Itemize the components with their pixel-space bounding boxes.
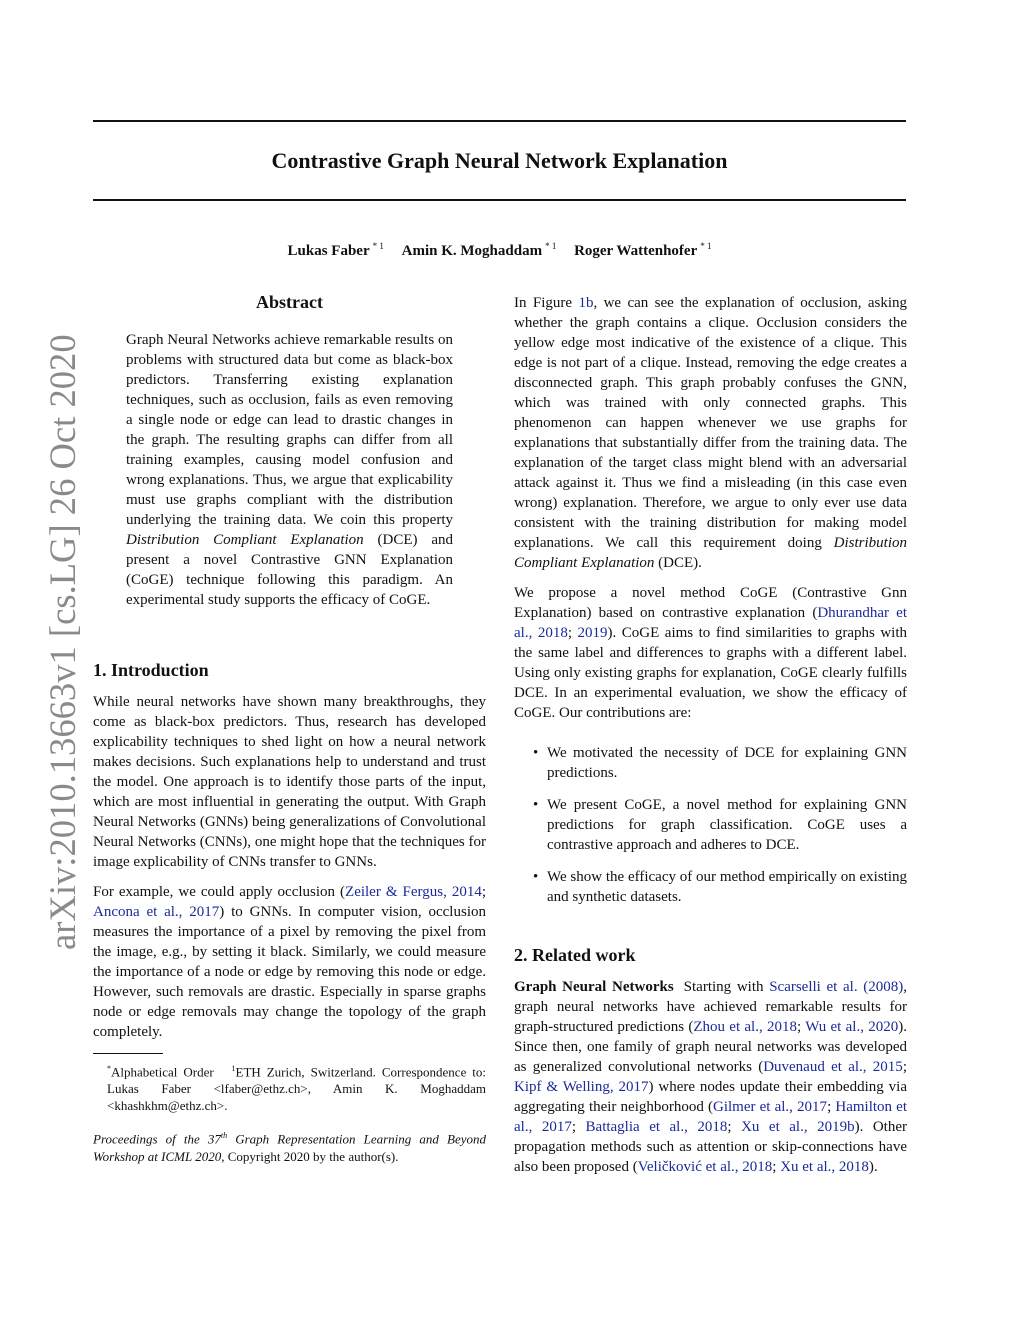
abstract-body: Graph Neural Networks achieve remarkable results on problems with structured data but come as black-box predictors. Transferring existing explanation techniques, such as occlusion, fails as even removing a single node or edge can lead to drastic changes in the graph. The resulting graphs can differ from all training examples, causing model confusion and wrong explanations. Thus, we argue that explicability must use graphs compliant with the distribution underlying the training data. We coin this property Distribution Compliant Explanation (DCE) and present a novel Contrastive GNN Explanation (CoGE) technique following this paradigm. An experimental study supports the efficacy of CoGE. <box>126 332 453 608</box>
title-bottom-rule <box>93 199 906 201</box>
author-name: Lukas Faber <box>287 243 370 259</box>
paper-title: Contrastive Graph Neural Network Explanation <box>271 148 728 173</box>
list-item: • We present CoGE, a novel method for explaining GNN predictions for graph classification. CoGE uses a contrastive approach and adheres to DCE. <box>533 797 907 853</box>
list-item: • We motivated the necessity of DCE for explaining GNN predictions. <box>533 745 907 781</box>
intro-paragraph-2: For example, we could apply occlusion (Zeiler & Fergus, 2014; Ancona et al., 2017) to GNNs. In computer vision, occlusion measures the importance of a pixel by removing the pixel from the image, e.g., by setting it black. Similarly, we could measure the importance of a node or edge by removing this node or edge. However, such removals are drastic. Especially in sparse graphs node or edge removals may change the topology of the graph completely. <box>93 884 486 1040</box>
right-paragraph-1: In Figure 1b, we can see the explanation of occlusion, asking whether the graph contains a clique. Occlusion considers the yellow edge most indicative of the existence of a clique. This edge is not part of a clique. Instead, removing the edge creates a disconnected graph. This graph probably confuses the GNN, which was trained with only connected graphs. This phenomenon can happen whenever we use graphs for explanations that substantially differ from the training data. The explanation of the target class might blend with an adversarial attack against it. Thus we find a misleading (in this case even wrong) explanation. Therefore, we argue to only ever use data consistent with the training distribution for making model explanations. We call this requirement doing Distribution Compliant Explanation (DCE). <box>514 295 907 571</box>
abstract-heading: Abstract <box>256 292 323 312</box>
citation-link[interactable]: Zeiler & Fergus, 2014 <box>345 884 482 900</box>
bullet-icon: • <box>533 745 539 761</box>
citation-link[interactable]: Dhurandhar et al., 2018 <box>514 605 907 641</box>
figure-ref-link[interactable]: 1b <box>578 295 594 311</box>
citation-link[interactable]: Gilmer et al., 2017 <box>713 1099 828 1115</box>
related-work-paragraph: Graph Neural Networks Starting with Scarselli et al. (2008), graph neural networks have achieved remarkable results for graph-structured predictions (Zhou et al., 2018; Wu et al., 2020). Since then, one family of graph neural networks was developed as generalized convolutional networks (Duvenaud et al., 2015; Kipf & Welling, 2017) where nodes update their embedding via aggregating their neighborhood (Gilmer et al., 2017; Hamilton et al., 2017; Battaglia et al., 2018; Xu et al., 2019b). Other propagation methods such as attention or skip-connections have also been proposed (Veličković et al., 2018; Xu et al., 2018). <box>514 979 908 1175</box>
citation-link[interactable]: Xu et al., 2019b <box>741 1119 855 1135</box>
citation-link[interactable]: Veličković et al., 2018 <box>637 1159 773 1175</box>
author <box>574 243 711 259</box>
list-item: • We show the efficacy of our method empirically on existing and synthetic datasets. <box>533 869 907 905</box>
bullet-icon: • <box>533 869 539 885</box>
author-list <box>93 235 906 262</box>
related-work-heading: 2. Related work <box>514 945 636 965</box>
introduction-heading: 1. Introduction <box>93 660 209 680</box>
citation-link[interactable]: Hamilton et al., 2017 <box>514 1099 907 1135</box>
author-affil-mark: * 1 <box>545 241 557 251</box>
right-column <box>514 293 907 1177</box>
footnote-divider <box>93 1053 163 1054</box>
proceedings-note: Proceedings of the 37th Graph Representation Learning and Beyond Workshop at ICML 2020, Copyright 2020 by the author(s). <box>93 1131 486 1164</box>
top-rule <box>93 120 906 122</box>
contributions-list <box>514 743 907 907</box>
arxiv-sidebar-stamp: arXiv:2010.13663v1 [cs.LG] 26 Oct 2020 <box>42 334 83 950</box>
citation-link[interactable]: Xu et al., 2018 <box>780 1159 869 1175</box>
citation-link[interactable]: Kipf & Welling, 2017 <box>514 1079 649 1095</box>
bullet-icon: • <box>533 797 539 813</box>
author <box>288 243 384 259</box>
author <box>402 243 557 259</box>
author-name: Roger Wattenhofer <box>574 243 698 259</box>
citation-link[interactable]: Battaglia et al., 2018 <box>585 1119 728 1135</box>
author-affil-mark: * 1 <box>700 241 712 251</box>
right-paragraph-2: We propose a novel method CoGE (Contrastive Gnn Explanation) based on contrastive explanation (Dhurandhar et al., 2018; 2019). CoGE aims to find similarities to graphs with the same label and differences to graphs with a different label. Using only existing graphs for explanation, CoGE clearly fulfills DCE. In an experimental evaluation, we show the efficacy of CoGE. Our contributions are: <box>514 585 908 721</box>
author-name: Amin K. Moghaddam <box>401 243 543 259</box>
affiliation-footnote: *Alphabetical Order $^1$ETH Zurich, Switzerland. Correspondence to: Lukas Faber <lfaber@ethz.ch>, Amin K. Moghaddam <khashkhm@ethz.ch>. <box>107 1064 487 1114</box>
dce-term: Distribution Compliant Explanation <box>126 532 364 548</box>
run-in-heading: Graph Neural Networks <box>514 979 674 995</box>
author-affil-mark: * 1 <box>372 241 384 251</box>
citation-link[interactable]: Duvenaud et al., 2015 <box>763 1059 903 1075</box>
citation-link[interactable]: Ancona et al., 2017 <box>93 904 220 920</box>
left-column <box>93 290 486 1165</box>
citation-link[interactable]: 2019 <box>577 625 608 641</box>
intro-paragraph-1: While neural networks have shown many breakthroughs, they come as black-box predictors. Thus, research has developed explicability techniques to shed light on how a neural network makes decisions. Such explanations help to understand and trust the model. One approach is to identify those parts of the input, which are most influential in generating the output. With Graph Neural Networks (GNNs) being generalizations of Convolutional Neural Networks (CNNs), one might hope that the techniques for image explicability of CNNs transfer to GNNs. <box>93 694 486 870</box>
citation-link[interactable]: Wu et al., 2020 <box>805 1019 899 1035</box>
citation-link[interactable]: Scarselli et al. (2008) <box>769 979 904 995</box>
citation-link[interactable]: Zhou et al., 2018 <box>693 1019 797 1035</box>
